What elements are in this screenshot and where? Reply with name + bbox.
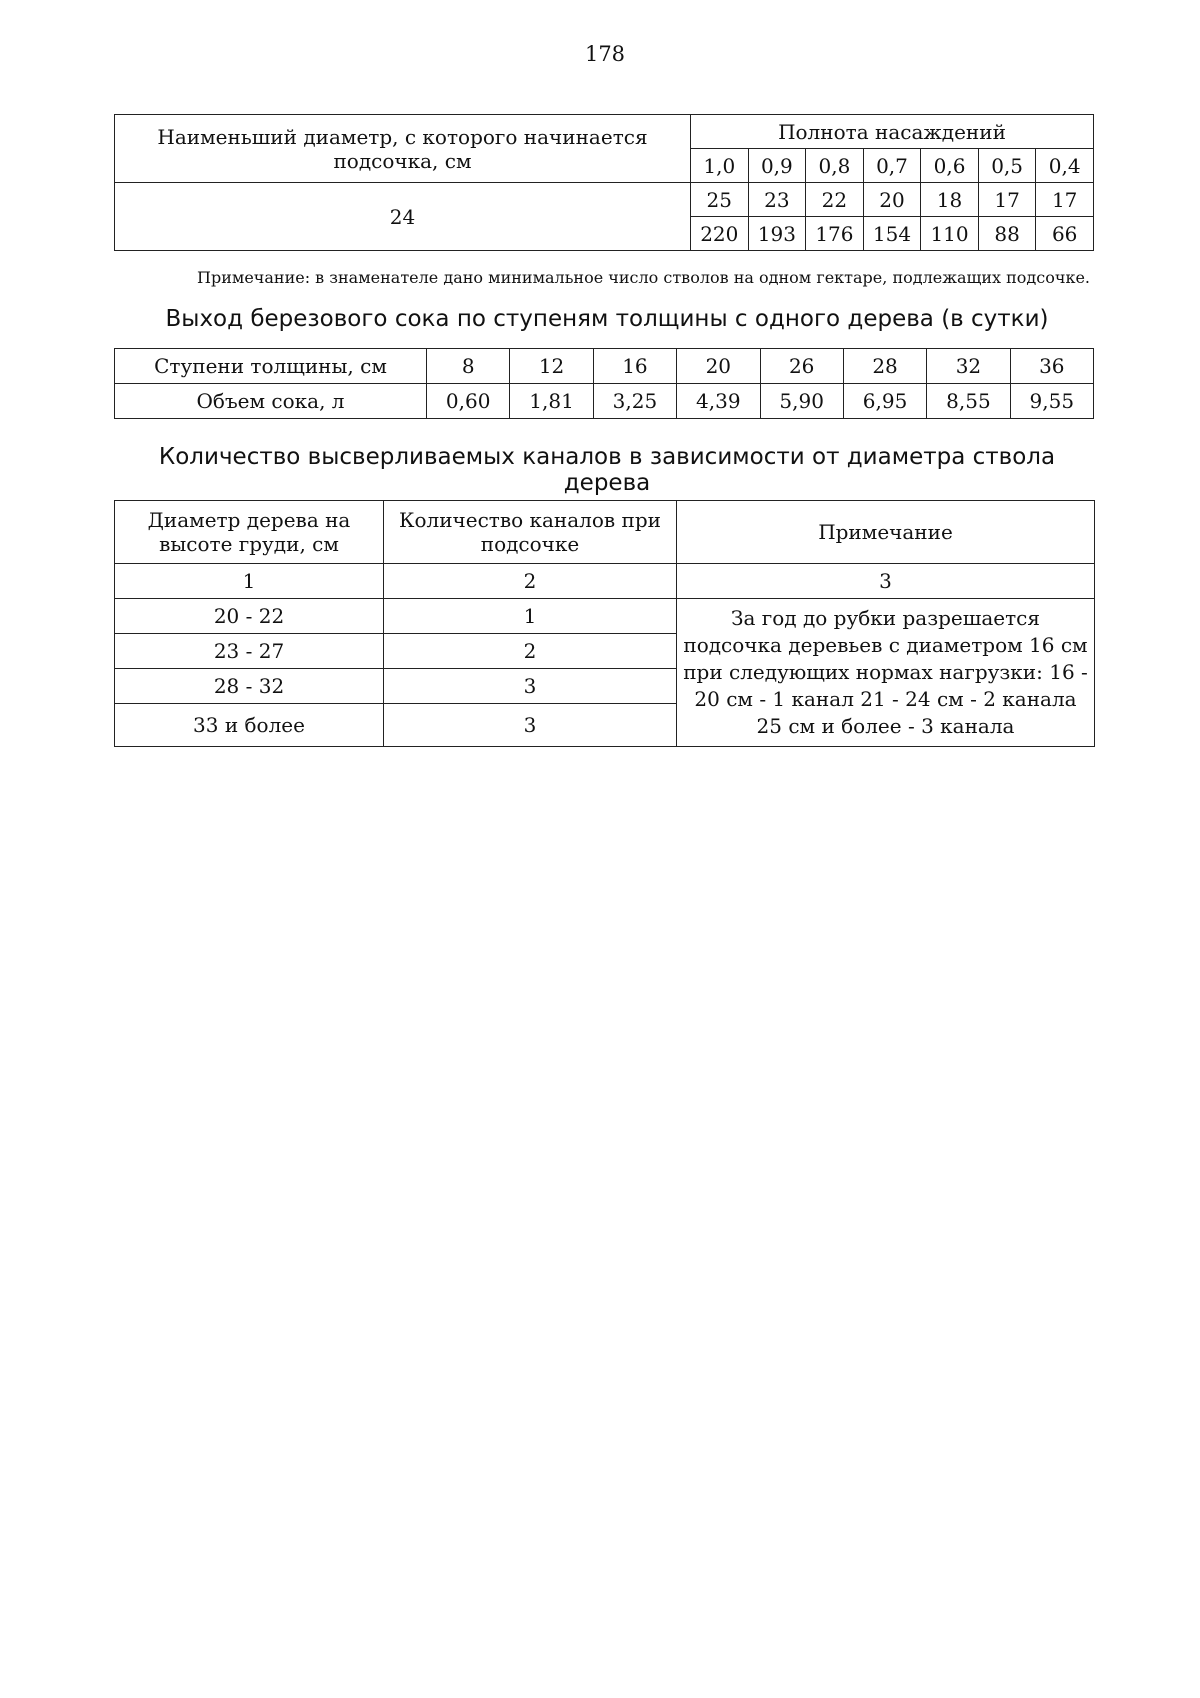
table1-note: Примечание: в знаменателе дано минимальное число стволов на одном гектаре, подлежащих подсочке.: [197, 268, 1090, 287]
density-value: 0,9: [748, 149, 806, 183]
thickness-value: 20: [677, 349, 760, 384]
volume-value: 5,90: [760, 384, 843, 419]
numerator-value: 17: [978, 183, 1036, 217]
channels-heading: Количество высверливаемых каналов в зависимости от диаметра ствола дерева: [158, 444, 1056, 496]
denominator-value: 66: [1036, 217, 1094, 251]
denominator-value: 110: [921, 217, 979, 251]
density-value: 1,0: [691, 149, 749, 183]
diameter-header: Диаметр дерева на высоте груди, см: [115, 501, 384, 564]
numerator-value: 18: [921, 183, 979, 217]
density-group-header: Полнота насаждений: [691, 115, 1094, 149]
density-value: 0,8: [806, 149, 864, 183]
denominator-value: 220: [691, 217, 749, 251]
denominator-value: 193: [748, 217, 806, 251]
thickness-value: 36: [1010, 349, 1093, 384]
denominator-value: 88: [978, 217, 1036, 251]
channel-count: 2: [384, 634, 677, 669]
channel-count: 3: [384, 704, 677, 747]
density-value: 0,7: [863, 149, 921, 183]
column-number: 2: [384, 564, 677, 599]
volume-value: 8,55: [927, 384, 1010, 419]
diameter-range: 28 - 32: [115, 669, 384, 704]
volume-value: 0,60: [427, 384, 510, 419]
thickness-value: 12: [510, 349, 593, 384]
numerator-value: 25: [691, 183, 749, 217]
numerator-value: 20: [863, 183, 921, 217]
diameter-range: 33 и более: [115, 704, 384, 747]
stand-density-table: [114, 114, 1094, 251]
volume-label: Объем сока, л: [115, 384, 427, 419]
density-value: 0,6: [921, 149, 979, 183]
thickness-value: 8: [427, 349, 510, 384]
column-number: 3: [677, 564, 1095, 599]
channel-count: 3: [384, 669, 677, 704]
page-number: 178: [584, 42, 626, 66]
min-diameter-header: Наименьший диаметр, с которого начинается подсочка, см: [115, 115, 691, 183]
numerator-value: 23: [748, 183, 806, 217]
channels-note: За год до рубки разрешается подсочка деревьев с диаметром 16 см при следующих нормах нагрузки: 16 - 20 см - 1 канал 21 - 24 см - 2 канала 25 см и более - 3 канала: [677, 599, 1095, 747]
density-value: 0,5: [978, 149, 1036, 183]
volume-value: 1,81: [510, 384, 593, 419]
thickness-value: 32: [927, 349, 1010, 384]
numerator-value: 17: [1036, 183, 1094, 217]
density-value: 0,4: [1036, 149, 1094, 183]
thickness-value: 26: [760, 349, 843, 384]
denominator-value: 176: [806, 217, 864, 251]
thickness-value: 16: [593, 349, 676, 384]
min-diameter-value: 24: [115, 183, 691, 251]
volume-value: 9,55: [1010, 384, 1093, 419]
channel-count: 1: [384, 599, 677, 634]
volume-value: 3,25: [593, 384, 676, 419]
volume-value: 4,39: [677, 384, 760, 419]
denominator-value: 154: [863, 217, 921, 251]
sap-yield-table: [114, 348, 1094, 419]
note-header: Примечание: [677, 501, 1095, 564]
diameter-range: 23 - 27: [115, 634, 384, 669]
channels-table: [114, 500, 1095, 747]
sap-yield-heading: Выход березового сока по ступеням толщины с одного дерева (в сутки): [165, 306, 1049, 332]
channels-header: Количество каналов при подсочке: [384, 501, 677, 564]
volume-value: 6,95: [843, 384, 926, 419]
thickness-value: 28: [843, 349, 926, 384]
column-number: 1: [115, 564, 384, 599]
diameter-range: 20 - 22: [115, 599, 384, 634]
thickness-label: Ступени толщины, см: [115, 349, 427, 384]
numerator-value: 22: [806, 183, 864, 217]
